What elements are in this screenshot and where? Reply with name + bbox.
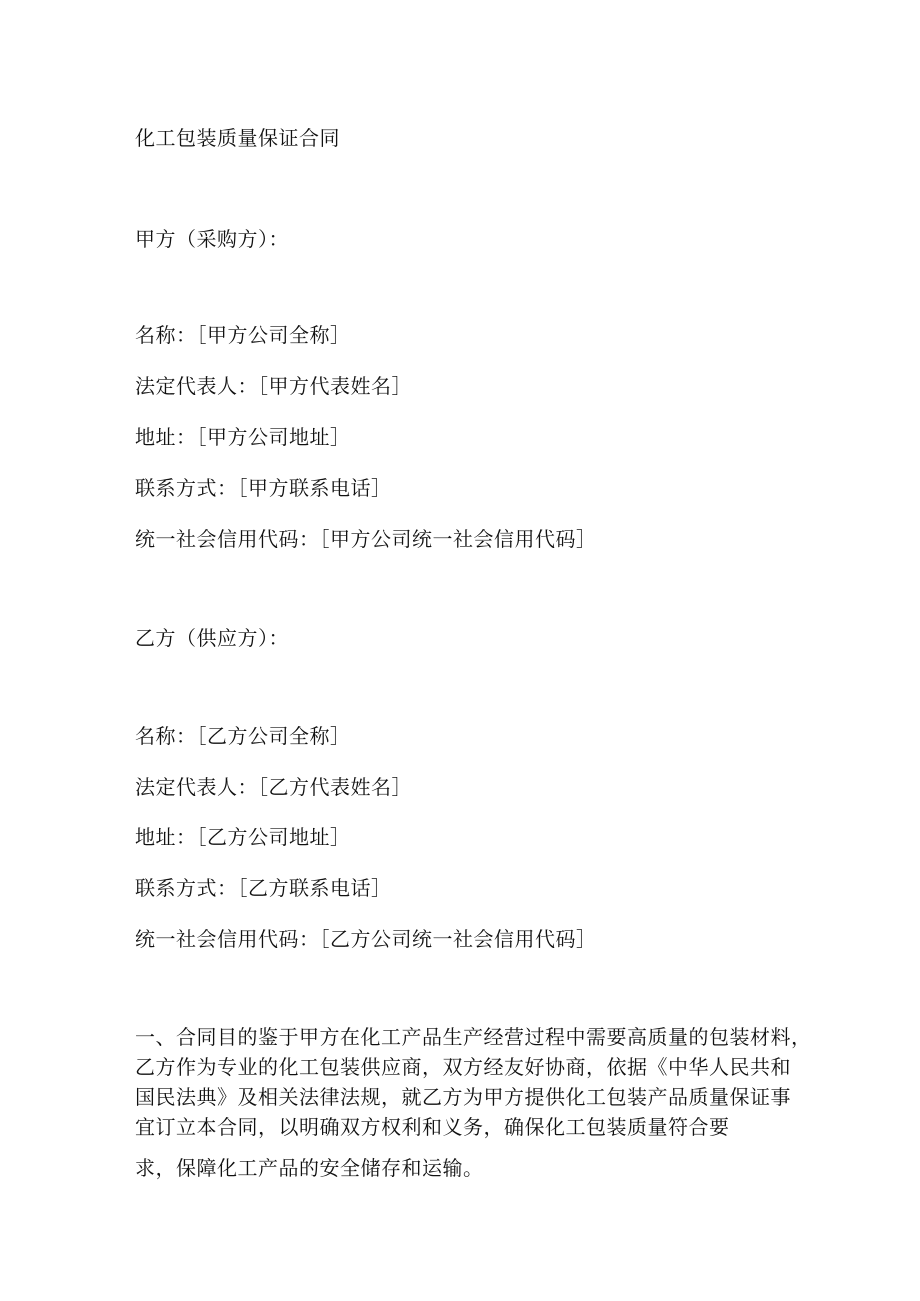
party-b-legal-rep: 法定代表人：［乙方代表姓名］ <box>135 775 412 799</box>
section-1-paragraph <box>135 1022 812 1142</box>
party-b-address: 地址：［乙方公司地址］ <box>135 825 351 849</box>
section-1-line: 宜订立本合同，以明确双方权利和义务，确保化工包装质量符合要 <box>135 1115 730 1139</box>
party-a-heading: 甲方（采购方）： <box>135 227 289 251</box>
party-a-address: 地址：［甲方公司地址］ <box>135 425 351 449</box>
section-1-continuation: 求，保障化工产品的安全储存和运输。 <box>135 1156 484 1180</box>
document-title: 化工包装质量保证合同 <box>135 126 340 150</box>
party-a-name: 名称：［甲方公司全称］ <box>135 323 351 347</box>
section-1-line: 乙方作为专业的化工包装供应商，双方经友好协商，依据《中华人民共和 <box>135 1055 791 1079</box>
party-a-credit-code: 统一社会信用代码：［甲方公司统一社会信用代码］ <box>135 527 597 551</box>
party-b-contact: 联系方式：［乙方联系电话］ <box>135 876 392 900</box>
section-1-line: 一、合同目的鉴于甲方在化工产品生产经营过程中需要高质量的包装材料， <box>135 1025 812 1049</box>
section-1-line: 国民法典》及相关法律法规，就乙方为甲方提供化工包装产品质量保证事 <box>135 1085 791 1109</box>
party-b-heading: 乙方（供应方）： <box>135 626 289 650</box>
party-a-legal-rep: 法定代表人：［甲方代表姓名］ <box>135 374 412 398</box>
party-b-credit-code: 统一社会信用代码：［乙方公司统一社会信用代码］ <box>135 927 597 951</box>
party-a-contact: 联系方式：［甲方联系电话］ <box>135 476 392 500</box>
party-b-name: 名称：［乙方公司全称］ <box>135 724 351 748</box>
